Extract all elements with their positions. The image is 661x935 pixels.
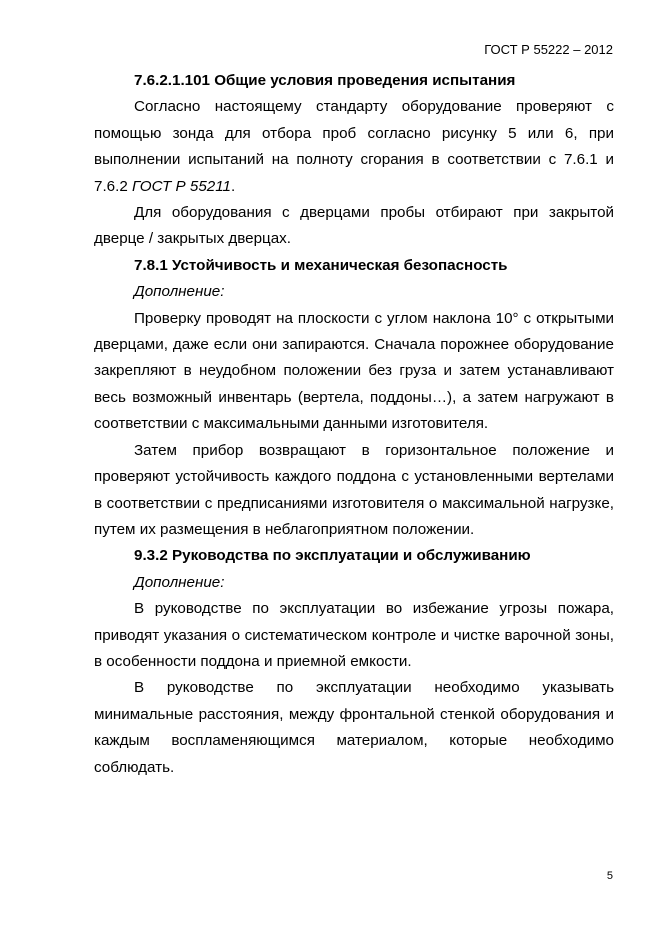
paragraph (94, 94, 614, 200)
paragraph: В руководстве по эксплуатации во избежание угрозы пожара, приводят указания о систематическом контроле и чистке варочной зоны, в особенности поддона и приемной емкости. (94, 600, 614, 670)
paragraph: Проверку проводят на плоскости с углом наклона 10° с открытыми дверцами, даже если они запираются. Сначала порожнее оборудование закрепляют в неудобном положении без груза и затем устанавливают весь возможный инвентарь (вертела, поддоны…), а затем нагружают в соответствии с максимальными данными изготовителя. (94, 309, 614, 433)
paragraph: В руководстве по эксплуатации необходимо указывать минимальные расстояния, между фронтальной стенкой оборудования и каждым воспламеняющимся материалом, которые необходимо соблюдать. (94, 679, 614, 776)
page-content (94, 68, 614, 781)
section-heading: 9.3.2 Руководства по эксплуатации и обслуживанию (134, 547, 531, 565)
paragraph: Затем прибор возвращают в горизонтальное положение и проверяют устойчивость каждого поддона с установленными вертелами в соответствии с предписаниями изготовителя о максимальной нагрузке, путем их размещения в неблагоприятном положении. (94, 441, 614, 538)
document-code: ГОСТ Р 55222 – 2012 (484, 42, 613, 57)
addition-label: Дополнение: (134, 573, 225, 591)
paragraph-text: Согласно настоящему стандарту оборудование проверяют с помощью зонда для отбора проб согласно рисунку 5 или 6, при выполнении испытаний на полноту сгорания в соответствии с 7.6.1 и 7.6.2 (94, 98, 614, 195)
addition-label: Дополнение: (134, 283, 225, 301)
section-heading: 7.8.1 Устойчивость и механическая безопасность (134, 256, 508, 274)
paragraph-end: . (230, 177, 236, 195)
paragraph: Для оборудования с дверцами пробы отбирают при закрытой дверце / закрытых дверцах. (94, 204, 614, 248)
page-number: 5 (606, 870, 613, 882)
section-heading: 7.6.2.1.101 Общие условия проведения испытания (134, 72, 516, 89)
standard-reference: ГОСТ Р 55211 (132, 177, 231, 195)
